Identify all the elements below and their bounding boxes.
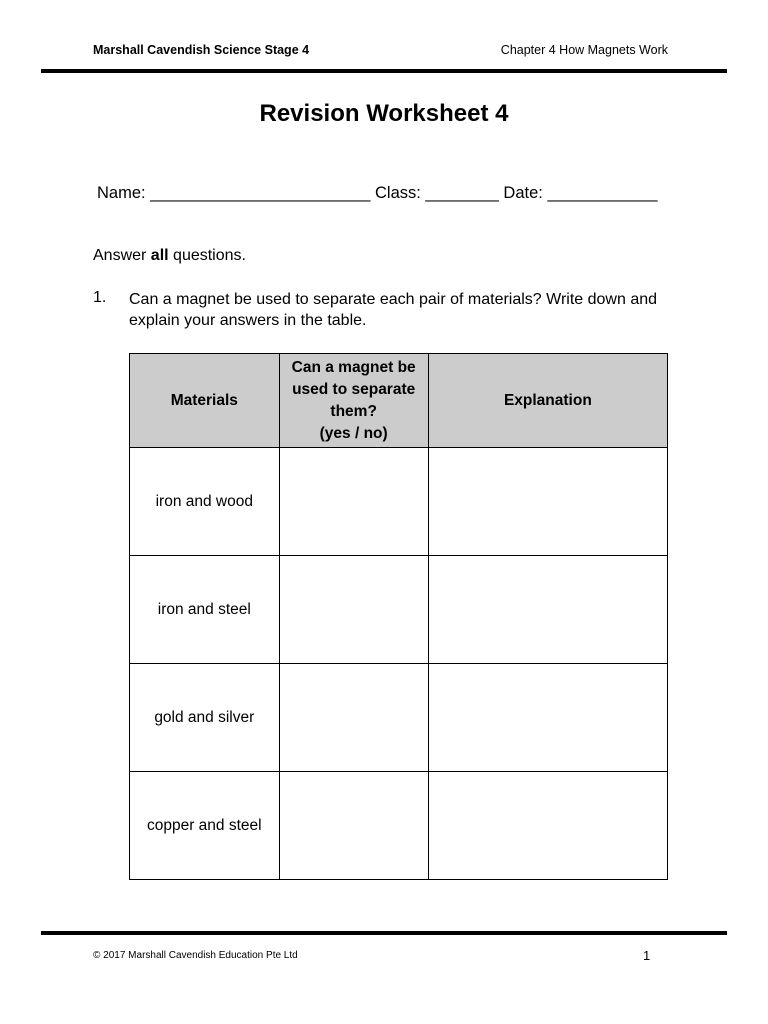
instruction-emphasis: all: [150, 247, 169, 264]
instruction-after: questions.: [168, 247, 246, 264]
header-materials: Materials: [130, 354, 280, 448]
header-magnet-question-text: Can a magnet be used to separate them?: [291, 358, 416, 420]
question-number: 1.: [93, 289, 107, 306]
answer-cell[interactable]: [279, 664, 428, 772]
explanation-cell[interactable]: [428, 664, 667, 772]
materials-cell: gold and silver: [130, 664, 280, 772]
explanation-cell[interactable]: [428, 772, 667, 880]
table-row: [130, 448, 668, 556]
materials-cell: iron and wood: [130, 448, 280, 556]
table-header-row: [130, 354, 668, 448]
answer-cell[interactable]: [279, 448, 428, 556]
question-text: Can a magnet be used to separate each pair of materials? Write down and explain your answers in the table.: [129, 291, 658, 329]
header-magnet-question: [279, 354, 428, 448]
footer-rule: [41, 931, 727, 935]
header-rule: [41, 69, 727, 73]
copyright-notice: © 2017 Marshall Cavendish Education Pte Ltd: [93, 950, 298, 961]
explanation-cell[interactable]: [428, 556, 667, 664]
answer-cell[interactable]: [279, 772, 428, 880]
explanation-cell[interactable]: [428, 448, 667, 556]
table-row: [130, 556, 668, 664]
worksheet-title: Revision Worksheet 4: [259, 100, 509, 127]
table-row: [130, 664, 668, 772]
answer-cell[interactable]: [279, 556, 428, 664]
instruction: [93, 247, 246, 265]
header-magnet-options: (yes / no): [319, 424, 388, 442]
materials-cell: copper and steel: [130, 772, 280, 880]
page-number: 1: [643, 948, 651, 963]
answer-table: [129, 353, 668, 880]
page-header: [93, 43, 668, 61]
header-explanation: Explanation: [428, 354, 667, 448]
table-row: [130, 772, 668, 880]
book-title: Marshall Cavendish Science Stage 4: [93, 43, 310, 57]
student-info-line: Name: ________________________ Class: ________ Date: ____________: [97, 184, 658, 202]
chapter-title: Chapter 4 How Magnets Work: [500, 43, 668, 57]
instruction-before: Answer: [93, 247, 151, 264]
materials-cell: iron and steel: [130, 556, 280, 664]
